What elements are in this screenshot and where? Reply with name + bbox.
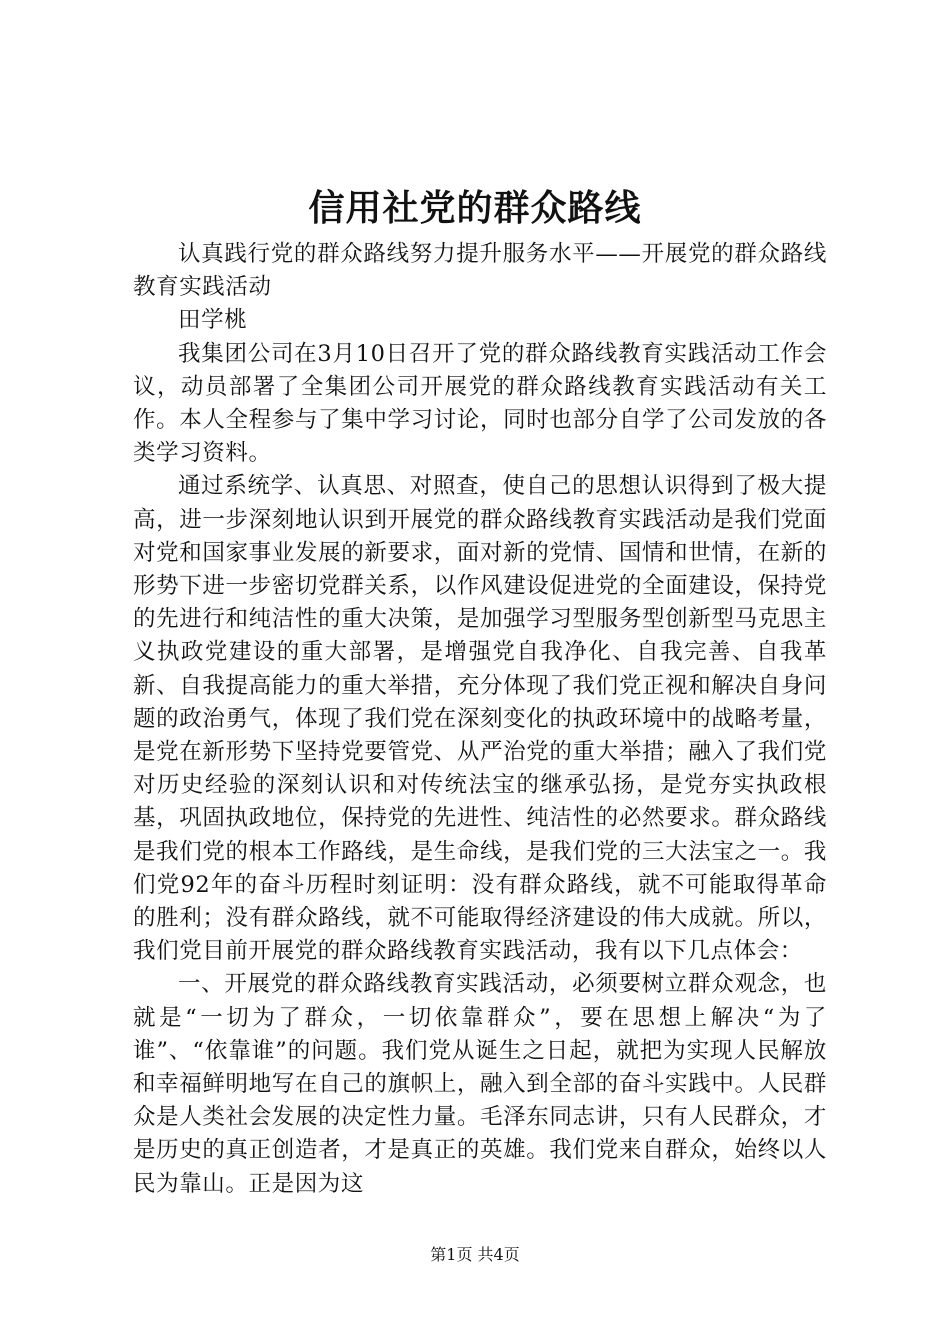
- subtitle-paragraph: 认真践行党的群众路线努力提升服务水平——开展党的群众路线教育实践活动: [133, 241, 827, 301]
- body-paragraph: 一、开展党的群众路线教育实践活动，必须要树立群众观念，也就是“一切为了群众，一切依靠群众”，要在思想上解决“为了谁”、“依靠谁”的问题。我们党从诞生之日起，就把为实现人民解放和幸福鲜明地写在自己的旗帜上，融入到全部的奋斗实践中。人民群众是人类社会发展的决定性力量。毛泽东同志讲，只有人民群众，才是历史的真正创造者，才是真正的英雄。我们党来自群众，始终以人民为靠山。正是因为这: [133, 971, 827, 1197]
- body-paragraph: 通过系统学、认真思、对照查，使自己的思想认识得到了极大提高，进一步深刻地认识到开展党的群众路线教育实践活动是我们党面对党和国家事业发展的新要求，面对新的党情、国情和世情，在新的形势下进一步密切党群关系，以作风建设促进党的全面建设，保持党的先进行和纯洁性的重大决策，是加强学习型服务型创新型马克思主义执政党建设的重大部署，是增强党自我净化、自我完善、自我革新、自我提高能力的重大举措，充分体现了我们党正视和解决自身问题的政治勇气，体现了我们党在深刻变化的执政环境中的战略考量，是党在新形势下坚持党要管党、从严治党的重大举措；融入了我们党对历史经验的深刻认识和对传统法宝的继承弘扬，是党夯实执政根基，巩固执政地位，保持党的先进性、纯洁性的必然要求。群众路线是我们党的根本工作路线，是生命线，是我们党的三大法宝之一。我们党92年的奋斗历程时刻证明：没有群众路线，就不可能取得革命的胜利；没有群众路线，就不可能取得经济建设的伟大成就。所以，我们党目前开展党的群众路线教育实践活动，我有以下几点体会：: [133, 473, 827, 965]
- author-paragraph: 田学桃: [178, 307, 248, 334]
- document-body: [133, 238, 827, 1201]
- page-footer: 第1页 共4页: [430, 1245, 520, 1264]
- document-title: 信用社党的群众路线: [308, 187, 642, 229]
- body-paragraph: 我集团公司在3月10日召开了党的群众路线教育实践活动工作会议，动员部署了全集团公司开展党的群众路线教育实践活动有关工作。本人全程参与了集中学习讨论，同时也部分自学了公司发放的各类学习资料。: [133, 340, 827, 467]
